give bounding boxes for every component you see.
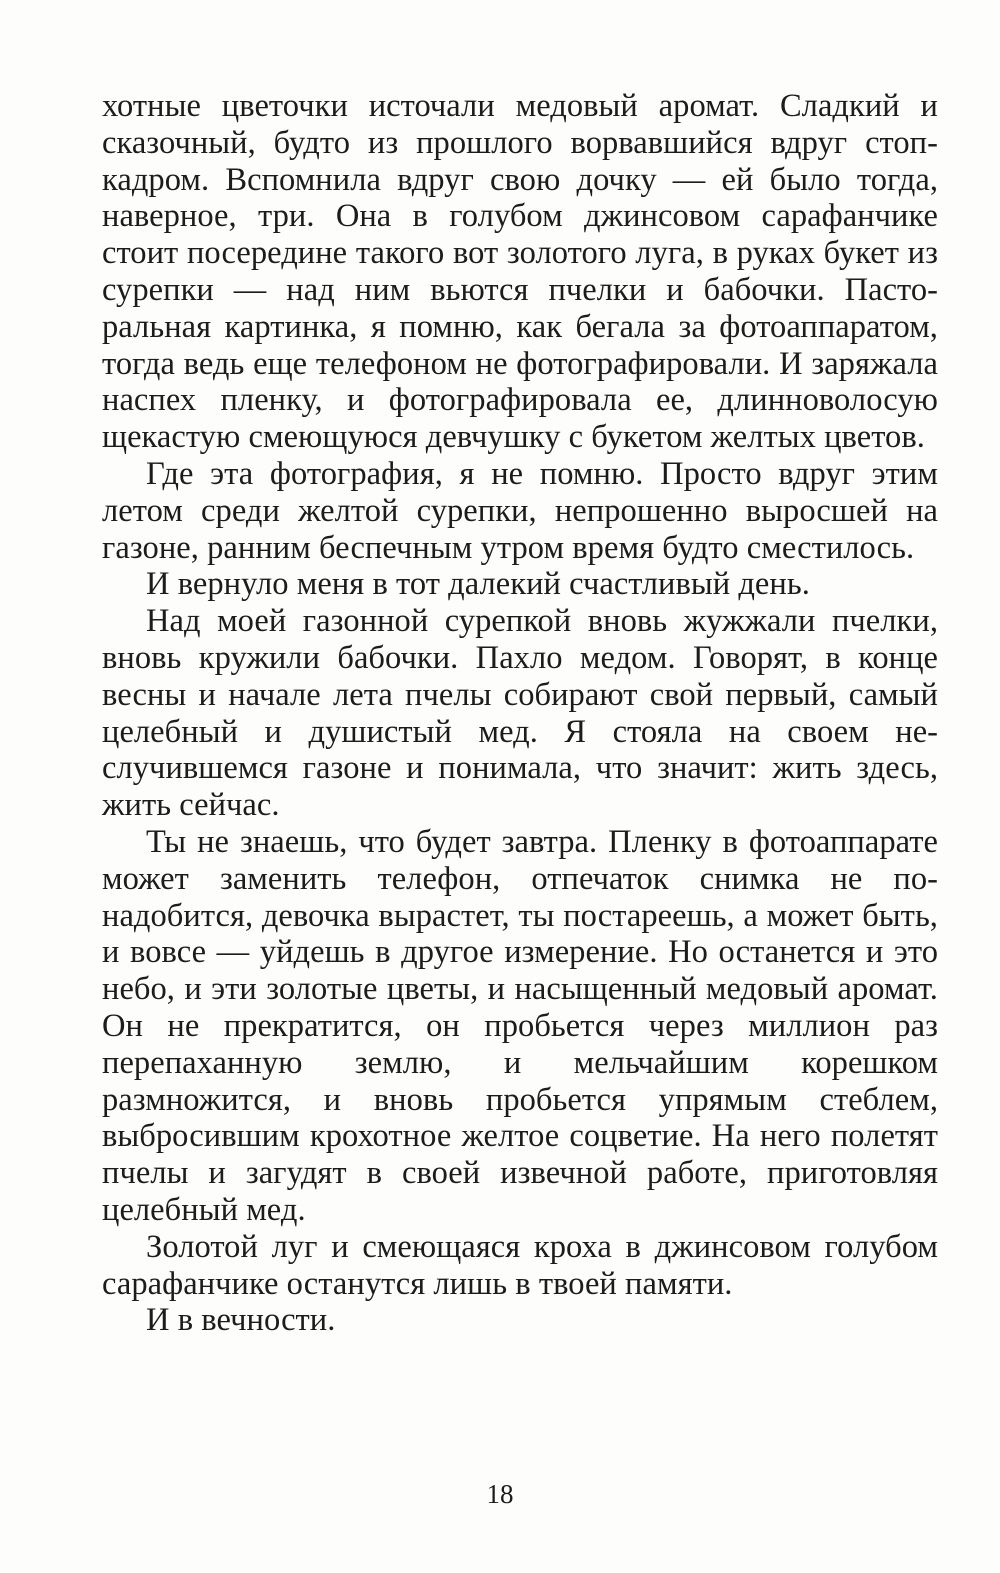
body-text — [102, 88, 938, 1339]
paragraph: Над моей газонной сурепкой вновь жужжали пчелки, вновь кружили бабочки. Пахло медом. Говорят, в конце весны и начале лета пчелы собирают свой первый, самый целебный и душистый мед. Я стояла на своем неслучившемся газоне и понимала, что значит: жить здесь, жить сейчас. — [102, 603, 938, 824]
paragraph: И вернуло меня в тот далекий счастливый день. — [146, 566, 810, 603]
paragraph: И в вечности. — [146, 1302, 336, 1339]
paragraph-continued: хотные цветочки источали медовый аромат. Сладкий и сказочный, будто из прошлого ворвавшийся вдруг стоп-кадром. Вспомнила вдруг свою дочку — ей было тогда, наверное, три. Она в голубом джинсовом сарафанчике стоит посередине такого вот золотого луга, в руках букет из сурепки — над ним вьются пчелки и бабочки. Пасторальная картинка, я помню, как бегала за фотоаппаратом, тогда ведь еще телефоном не фотографировали. И заряжала наспех пленку, и фотографировала ее, длинноволосую щекастую смеющуюся девчушку с букетом желтых цветов. — [102, 88, 938, 456]
paragraph: Золотой луг и смеющаяся кроха в джинсовом голубом сарафанчике останутся лишь в твоей памяти. — [102, 1228, 938, 1302]
page-number: 18 — [486, 1479, 514, 1509]
paragraph: Ты не знаешь, что будет завтра. Пленку в фотоаппарате может заменить телефон, отпечаток снимка не понадобится, девочка вырастет, ты постареешь, а может быть, и вовсе — уйдешь в другое измерение. Но останется и это небо, и эти золотые цветы, и насыщенный медовый аромат. Он не прекратится, он пробьется через миллион раз перепаханную землю, и мельчайшим корешком размножится, и вновь пробьется упрямым стеблем, выбросившим крохотное желтое соцветие. На него полетят пчелы и загудят в своей извечной работе, приготовляя целебный мед. — [102, 823, 938, 1228]
paragraph: Где эта фотография, я не помню. Просто вдруг этим летом среди желтой сурепки, непрошенно выросшей на газоне, ранним беспечным утром время будто сместилось. — [102, 455, 938, 566]
